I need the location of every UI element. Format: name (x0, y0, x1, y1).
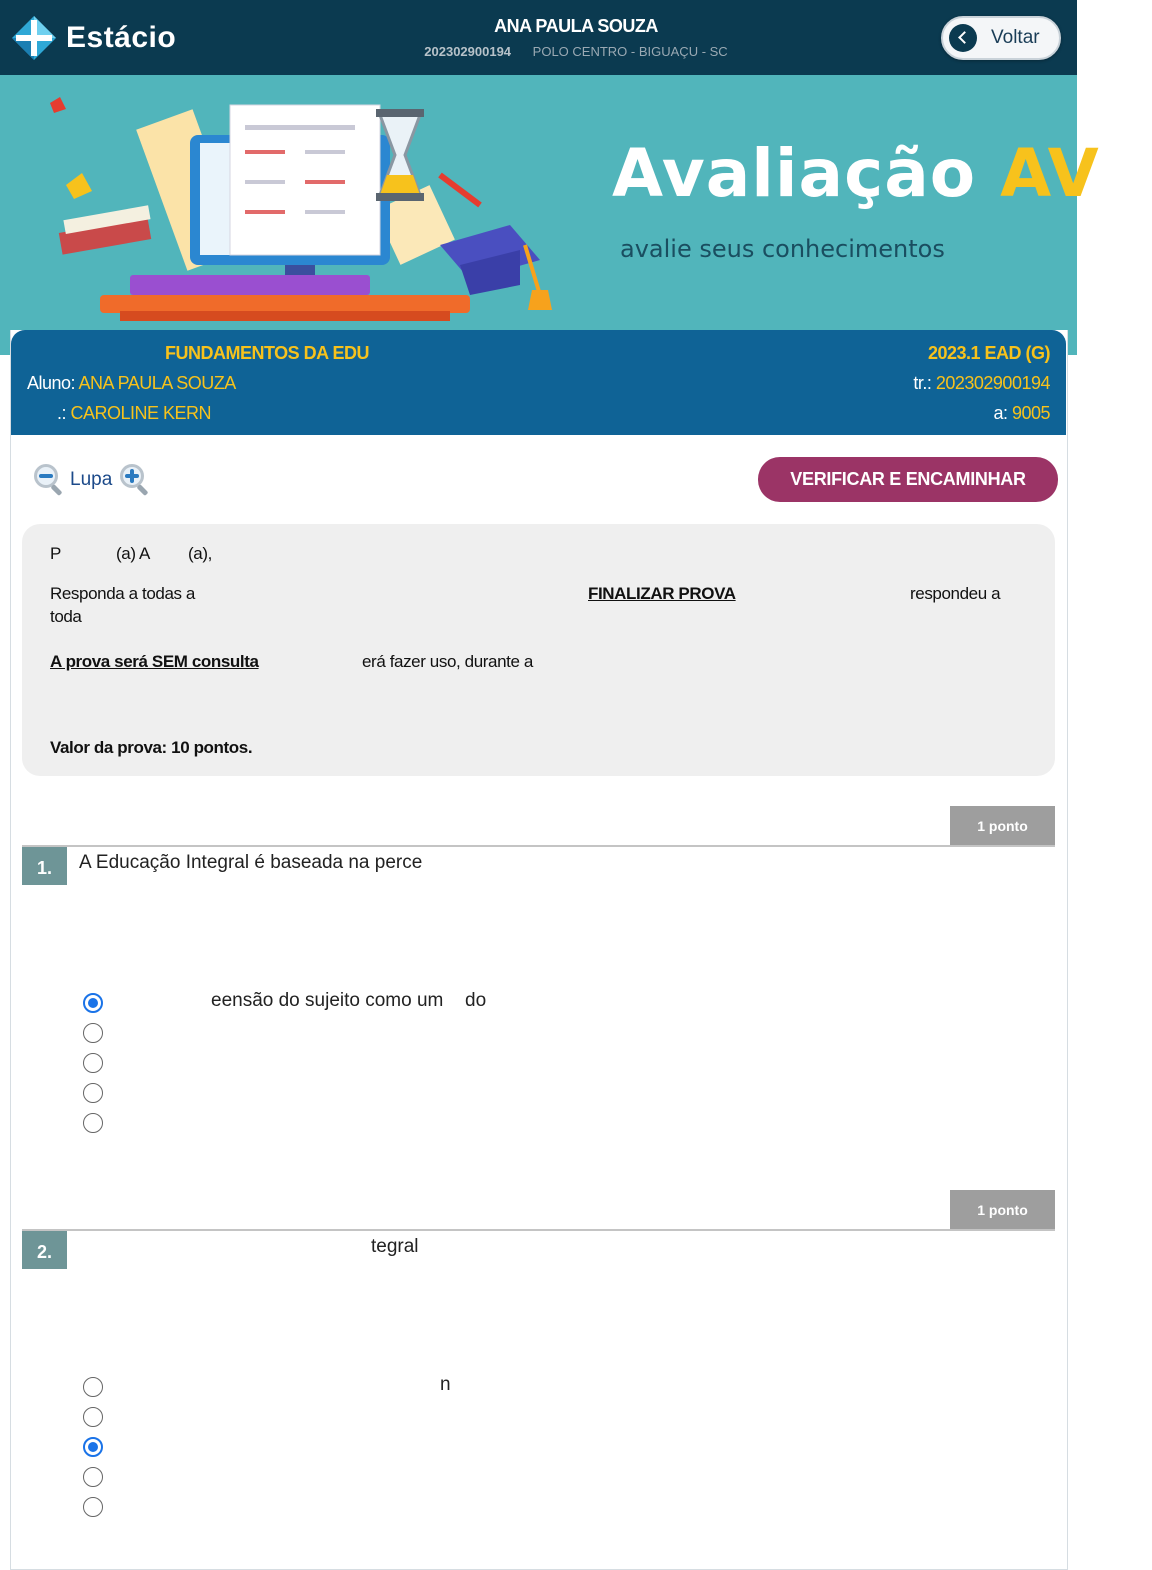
q2-option-a-text[interactable]: n (440, 1374, 451, 1395)
header-student-name: ANA PAULA SOUZA (494, 16, 658, 36)
instr-l2d: toda (50, 607, 82, 626)
top-bar (0, 0, 1077, 75)
instr-l2c: respondeu a (910, 584, 1001, 603)
q1-option-a-radio[interactable] (83, 993, 103, 1013)
period: 2023.1 EAD (G) (927, 343, 1050, 363)
q1-option-a-text[interactable]: eensão do sujeito como um (211, 990, 444, 1011)
chevron-left-icon (949, 24, 977, 52)
q1-option-b-radio[interactable] (83, 1023, 103, 1043)
instructions-box (22, 524, 1055, 776)
banner-subtitle: avalie seus conhecimentos (620, 235, 945, 263)
banner-title-accent: AV (1000, 135, 1100, 212)
instr-l1a: P (50, 544, 61, 563)
q2-number: 2. (22, 1231, 67, 1269)
q1-number: 1. (22, 847, 67, 885)
aluno-label: Aluno: (27, 373, 79, 393)
zoom-in-icon[interactable] (120, 464, 152, 496)
instr-sem-consulta: A prova será SEM consulta (50, 652, 259, 671)
q1-option-a-text-end[interactable]: do (465, 990, 487, 1011)
aluno-value: ANA PAULA SOUZA (78, 373, 236, 393)
turma-label: a: (993, 403, 1012, 423)
student-line (27, 373, 236, 394)
study-illustration-icon (40, 95, 560, 335)
prof-value: CAROLINE KERN (70, 403, 212, 423)
banner-title-main: Avaliação (612, 135, 1001, 212)
q2-points-badge: 1 ponto (950, 1190, 1055, 1231)
q2-option-a-radio[interactable] (83, 1377, 103, 1397)
q2-text: tegral (371, 1236, 419, 1257)
zoom-out-icon[interactable] (34, 464, 66, 496)
q1-divider (22, 845, 1055, 847)
instr-valor: Valor da prova: 10 pontos. (50, 738, 253, 757)
matr-value: 202302900194 (935, 373, 1050, 393)
q2-option-d-radio[interactable] (83, 1467, 103, 1487)
magnifier-controls (34, 464, 152, 496)
professor-line (57, 403, 211, 424)
instr-l3b: erá fazer uso, durante a (362, 652, 533, 671)
logo-text: Estácio (66, 21, 177, 54)
verify-submit-button[interactable]: VERIFICAR E ENCAMINHAR (758, 457, 1058, 502)
exam-info-bar (11, 330, 1066, 435)
q2-option-b-radio[interactable] (83, 1407, 103, 1427)
matr-label: tr.: (913, 373, 936, 393)
matricula-line (913, 373, 1050, 394)
instr-finalizar: FINALIZAR PROVA (588, 584, 736, 603)
banner-title (612, 135, 1100, 212)
course-name: FUNDAMENTOS DA EDU (165, 343, 370, 363)
q2-divider (22, 1229, 1055, 1231)
q1-option-c-radio[interactable] (83, 1053, 103, 1073)
q1-option-e-radio[interactable] (83, 1113, 103, 1133)
lupa-label: Lupa (70, 469, 113, 490)
exam-frame (10, 330, 1068, 1570)
turma-value: 9005 (1011, 403, 1050, 423)
q1-text: A Educação Integral é baseada na perce (79, 852, 423, 873)
header-student-id: 202302900194 (424, 44, 512, 59)
q1-option-d-radio[interactable] (83, 1083, 103, 1103)
exam-banner (0, 75, 1100, 355)
q1-points-badge: 1 ponto (950, 806, 1055, 847)
turma-line (993, 403, 1050, 424)
instr-l1b: (a) A (116, 544, 150, 563)
q2-option-e-radio[interactable] (83, 1497, 103, 1517)
header-polo: POLO CENTRO - BIGUAÇU - SC (532, 44, 728, 59)
instr-l1c: (a), (188, 544, 212, 563)
back-button-label: Voltar (991, 27, 1040, 48)
back-button[interactable] (941, 16, 1061, 60)
prof-label: .: (57, 403, 71, 423)
q2-option-c-radio[interactable] (83, 1437, 103, 1457)
instr-l2a: Responda a todas a (50, 584, 195, 603)
